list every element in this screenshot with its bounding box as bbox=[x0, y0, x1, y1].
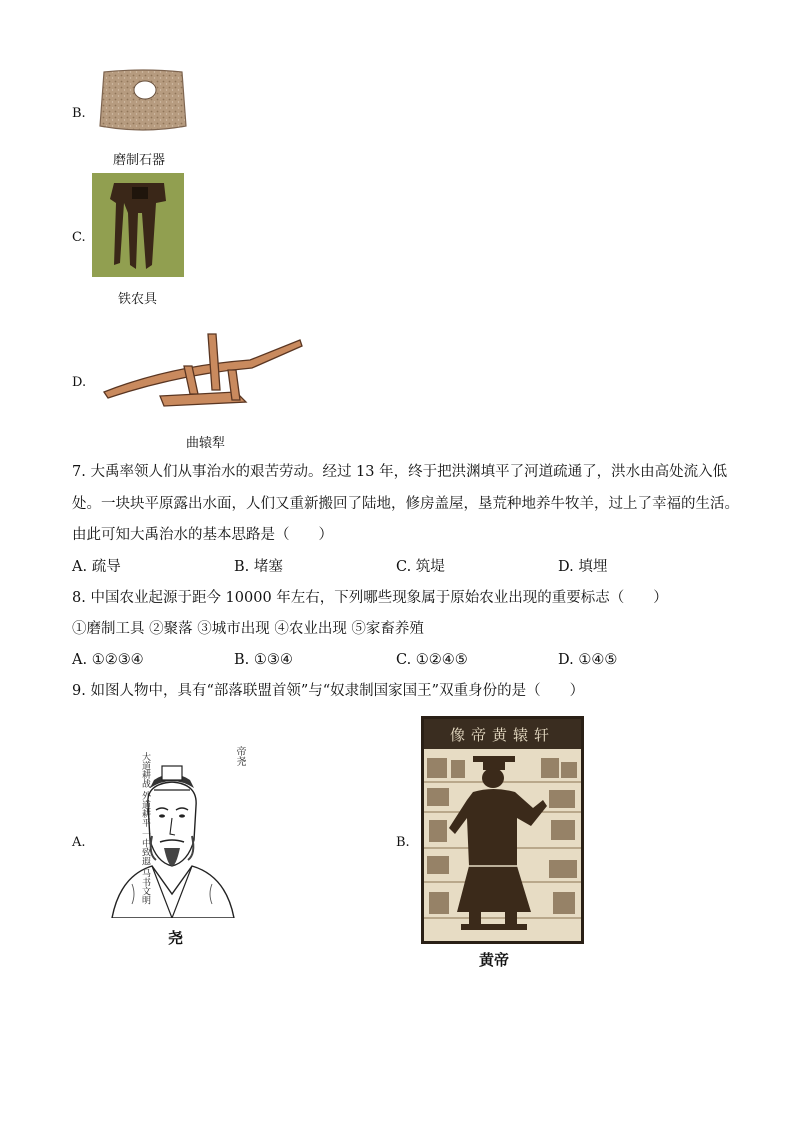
yellow-emperor-portrait bbox=[421, 716, 584, 944]
q7-option-c[interactable]: C. 筑堤 bbox=[396, 559, 445, 575]
q7-stem-line-2: 处。一块块平原露出水面，人们又重新搬回了陆地，修房盖屋，垦荒种地养牛牧羊，过上了幸福的生活。 bbox=[72, 496, 739, 512]
iron-farm-tool-image bbox=[92, 173, 184, 277]
iron-farm-tool-caption: 铁农具 bbox=[118, 292, 158, 307]
option-b-letter: B. bbox=[72, 106, 86, 121]
q8-option-b[interactable]: B. ①③④ bbox=[234, 652, 293, 668]
yao-seal-text: 帝尧 bbox=[234, 746, 245, 766]
emperor-yao-portrait bbox=[92, 744, 254, 918]
q7-option-d[interactable]: D. 填埋 bbox=[558, 559, 608, 575]
q8-option-d[interactable]: D. ①④⑤ bbox=[558, 652, 618, 668]
q9-stem: 9. 如图人物中，具有“部落联盟首领”与“奴隶制国家国王”双重身份的是（ ） bbox=[72, 683, 585, 699]
q8-stem: 8. 中国农业起源于距今 10000 年左右，下列哪些现象属于原始农业出现的重要标志（ ） bbox=[72, 590, 668, 606]
yao-inscription: 大道耕战 外道耕平 一中致遐 马书文明 bbox=[140, 752, 150, 905]
q8-option-c[interactable]: C. ①②④⑤ bbox=[396, 652, 468, 668]
q7-option-b[interactable]: B. 堵塞 bbox=[234, 559, 283, 575]
polished-stone-tool-caption: 磨制石器 bbox=[113, 153, 166, 168]
polished-stone-tool-image bbox=[96, 68, 190, 132]
q8-option-a[interactable]: A. ①②③④ bbox=[72, 652, 144, 668]
yellow-emperor-banner: 像帝黄辕轩 bbox=[449, 726, 555, 744]
yao-caption: 尧 bbox=[168, 929, 184, 947]
curved-plough-caption: 曲辕犁 bbox=[186, 436, 226, 451]
option-d-letter: D. bbox=[72, 375, 87, 390]
option-c-letter: C. bbox=[72, 230, 86, 245]
q7-option-a[interactable]: A. 疏导 bbox=[72, 559, 121, 575]
q9-option-b-letter: B. bbox=[396, 835, 410, 850]
curved-plough-image bbox=[100, 330, 305, 412]
q9-option-a-letter: A. bbox=[72, 835, 86, 850]
q7-stem-line-3: 由此可知大禹治水的基本思路是（ ） bbox=[72, 527, 333, 543]
q8-items: ①磨制工具 ②聚落 ③城市出现 ④农业出现 ⑤家畜养殖 bbox=[72, 621, 424, 637]
yellow-emperor-caption: 黄帝 bbox=[479, 951, 510, 969]
q7-stem-line-1: 7. 大禹率领人们从事治水的艰苦劳动。经过 13 年，终于把洪渊填平了河道疏通了，洪水由高处流入低 bbox=[72, 464, 728, 480]
